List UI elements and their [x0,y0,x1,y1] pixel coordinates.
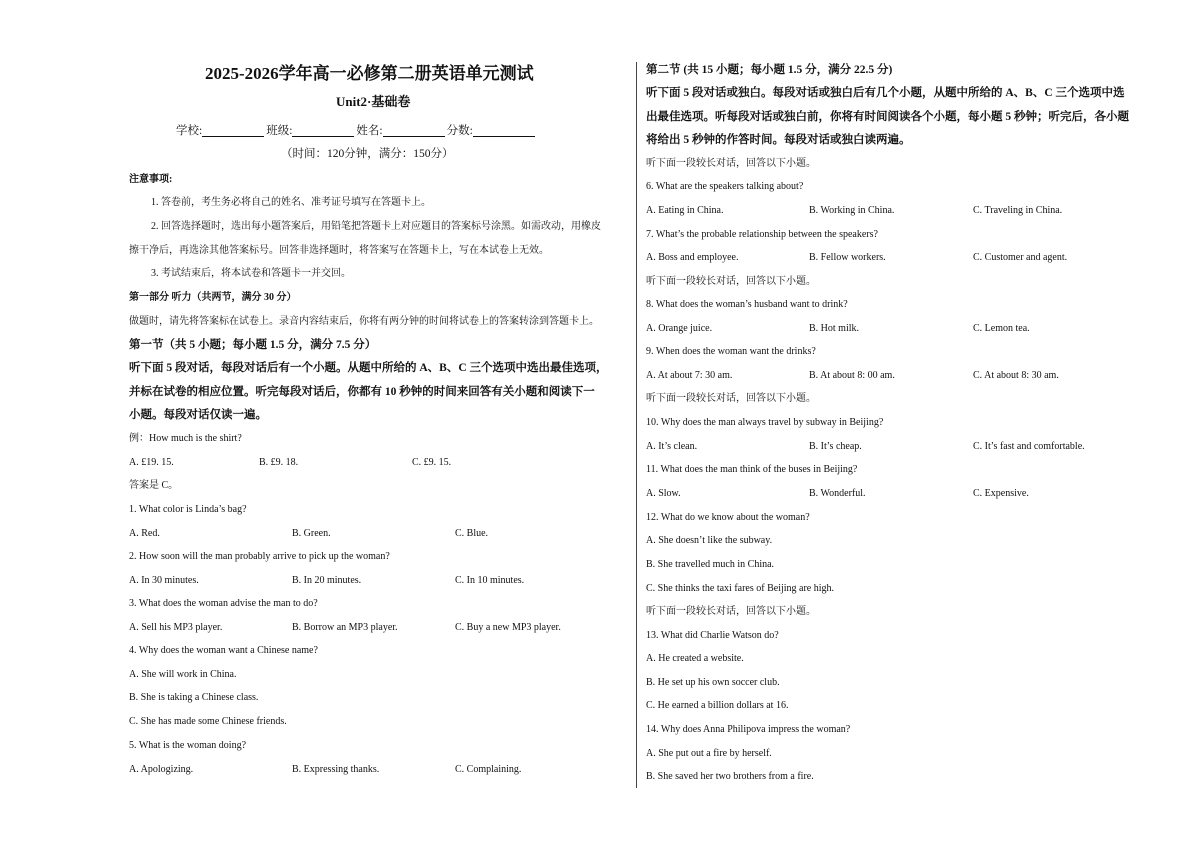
student-info-line [176,125,537,137]
page-subtitle: Unit2·基础卷 [336,94,411,109]
q5-option-a[interactable]: A. Apologizing. [129,764,194,775]
q14-option-a[interactable]: A. She put out a fire by herself. [646,748,772,759]
example-option-c: C. £9. 15. [412,457,452,468]
note-2-cont: 擦干净后，再选涂其他答案标号。回答非选择题时，将答案写在答题卡上，写在本试卷上无效。 [129,245,549,256]
question-4: 4. Why does the woman want a Chinese name? [129,645,318,656]
q10-option-c[interactable]: C. It’s fast and comfortable. [973,441,1085,452]
q3-option-c[interactable]: C. Buy a new MP3 player. [455,622,561,633]
long-dialog-instruction-4: 听下面一段较长对话，回答以下小题。 [646,606,816,617]
q7-option-a[interactable]: A. Boss and employee. [646,252,739,263]
question-8: 8. What does the woman’s husband want to drink? [646,299,848,310]
q7-option-c[interactable]: C. Customer and agent. [973,252,1068,263]
section2-heading: 第二节 (共 15 小题；每小题 1.5 分，满分 22.5 分) [646,64,893,76]
school-label: 学校: [176,125,203,137]
q5-option-b[interactable]: B. Expressing thanks. [292,764,380,775]
question-12: 12. What do we know about the woman? [646,512,810,523]
section1-instr-3: 小题。每段对话仅读一遍。 [129,409,267,421]
question-7: 7. What’s the probable relationship between the speakers? [646,229,878,240]
q14-option-b[interactable]: B. She saved her two brothers from a fire. [646,771,814,782]
q4-option-c[interactable]: C. She has made some Chinese friends. [129,716,287,727]
q9-option-c[interactable]: C. At about 8: 30 am. [973,370,1059,381]
name-blank[interactable] [383,125,445,137]
part1-heading: 第一部分 听力（共两节，满分 30 分） [129,292,297,303]
example-question: 例：How much is the shirt? [129,433,242,444]
long-dialog-instruction-3: 听下面一段较长对话，回答以下小题。 [646,393,816,404]
q2-option-b[interactable]: B. In 20 minutes. [292,575,362,586]
question-6: 6. What are the speakers talking about? [646,181,804,192]
page-title: 2025-2026学年高一必修第二册英语单元测试 [205,64,534,83]
question-2: 2. How soon will the man probably arrive to pick up the woman? [129,551,390,562]
section1-instr-1: 听下面 5 段对话，每段对话后有一个小题。从题中所给的 A、B、C 三个选项中选出最佳选项， [129,362,608,374]
q10-option-b[interactable]: B. It’s cheap. [809,441,862,452]
school-blank[interactable] [202,125,264,137]
note-3: 3. 考试结束后，将本试卷和答题卡一并交回。 [151,268,351,279]
q8-option-c[interactable]: C. Lemon tea. [973,323,1030,334]
question-11: 11. What does the man think of the buses in Beijing? [646,464,858,475]
q4-option-b[interactable]: B. She is taking a Chinese class. [129,692,259,703]
q6-option-c[interactable]: C. Traveling in China. [973,205,1063,216]
q1-option-a[interactable]: A. Red. [129,528,160,539]
q2-option-c[interactable]: C. In 10 minutes. [455,575,525,586]
section1-instr-2: 并标在试卷的相应位置。听完每段对话后，你都有 10 秒钟的时间来回答有关小题和阅读下一 [129,386,595,398]
long-dialog-instruction-2: 听下面一段较长对话，回答以下小题。 [646,276,816,287]
score-label: 分数: [446,125,473,137]
question-10: 10. Why does the man always travel by subway in Beijing? [646,417,884,428]
note-2: 2. 回答选择题时，选出每小题答案后，用铅笔把答题卡上对应题目的答案标号涂黑。如需改动，用橡皮 [151,221,601,232]
question-13: 13. What did Charlie Watson do? [646,630,779,641]
q11-option-b[interactable]: B. Wonderful. [809,488,866,499]
question-1: 1. What color is Linda’s bag? [129,504,247,515]
q5-option-c[interactable]: C. Complaining. [455,764,522,775]
time-info: （时间：120分钟，满分：150分） [281,148,454,160]
q13-option-b[interactable]: B. He set up his own soccer club. [646,677,780,688]
q3-option-b[interactable]: B. Borrow an MP3 player. [292,622,398,633]
q6-option-b[interactable]: B. Working in China. [809,205,895,216]
q1-option-b[interactable]: B. Green. [292,528,331,539]
q11-option-a[interactable]: A. Slow. [646,488,681,499]
example-option-b: B. £9. 18. [259,457,299,468]
q2-option-a[interactable]: A. In 30 minutes. [129,575,199,586]
q13-option-a[interactable]: A. He created a website. [646,653,744,664]
q9-option-b[interactable]: B. At about 8: 00 am. [809,370,895,381]
section2-instr-2: 出最佳选项。听每段对话或独白前，你将有时间阅读各个小题，每小题 5 秒钟；听完后，各小题 [646,111,1129,123]
q13-option-c[interactable]: C. He earned a billion dollars at 16. [646,700,789,711]
q8-option-b[interactable]: B. Hot milk. [809,323,860,334]
note-1: 1. 答卷前，考生务必将自己的姓名、准考证号填写在答题卡上。 [151,197,431,208]
q10-option-a[interactable]: A. It’s clean. [646,441,698,452]
q8-option-a[interactable]: A. Orange juice. [646,323,713,334]
section1-heading: 第一节（共 5 小题；每小题 1.5 分，满分 7.5 分） [129,339,377,351]
long-dialog-instruction: 听下面一段较长对话，回答以下小题。 [646,158,816,169]
q6-option-a[interactable]: A. Eating in China. [646,205,724,216]
score-blank[interactable] [473,125,535,137]
section2-instr-1: 听下面 5 段对话或独白。每段对话或独白后有几个小题，从题中所给的 A、B、C 三个选项中选 [646,87,1125,99]
q7-option-b[interactable]: B. Fellow workers. [809,252,886,263]
question-14: 14. Why does Anna Philipova impress the woman? [646,724,851,735]
q12-option-c[interactable]: C. She thinks the taxi fares of Beijing are high. [646,583,835,594]
question-5: 5. What is the woman doing? [129,740,247,751]
q11-option-c[interactable]: C. Expensive. [973,488,1029,499]
section2-instr-3: 将给出 5 秒钟的作答时间。每段对话或独白读两遍。 [646,134,911,146]
class-label: 班级: [266,125,293,137]
column-divider [636,62,637,788]
q12-option-b[interactable]: B. She travelled much in China. [646,559,775,570]
part1-instructions: 做题时，请先将答案标在试卷上。录音内容结束后，你将有两分钟的时间将试卷上的答案转涂到答题卡上。 [129,316,599,327]
q1-option-c[interactable]: C. Blue. [455,528,489,539]
q3-option-a[interactable]: A. Sell his MP3 player. [129,622,223,633]
q4-option-a[interactable]: A. She will work in China. [129,669,237,680]
question-9: 9. When does the woman want the drinks? [646,346,816,357]
class-blank[interactable] [292,125,354,137]
q12-option-a[interactable]: A. She doesn’t like the subway. [646,535,773,546]
q9-option-a[interactable]: A. At about 7: 30 am. [646,370,733,381]
notes-heading: 注意事项: [129,174,173,185]
question-3: 3. What does the woman advise the man to do? [129,598,318,609]
example-answer: 答案是 C。 [129,480,179,491]
example-option-a: A. £19. 15. [129,457,174,468]
name-label: 姓名: [356,125,383,137]
